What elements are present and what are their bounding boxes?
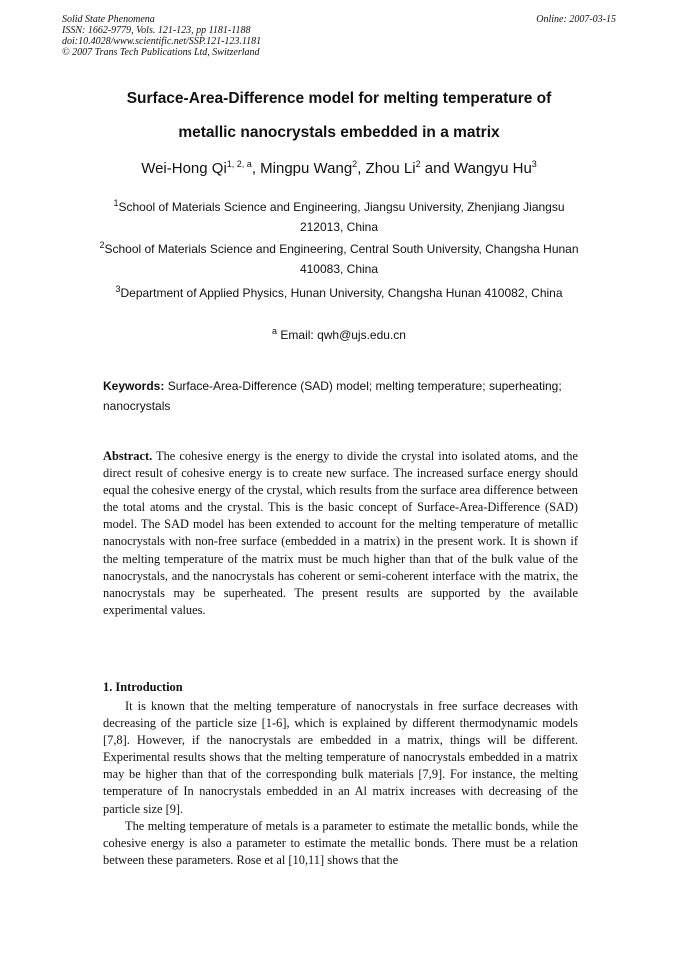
paragraph: It is known that the melting temperature of nanocrystals in free surface decreases with decreasing of the particle size [1-6], which is explained by different thermodynamic models [7,8]. However, if the nanocrystals are embedded in a matrix, things will be different. Experimental results shows that the melting temperature of nanocrystals embedded in a matrix may be higher than that of the corresponding bulk materials [7,9]. For instance, the melting temperature of In nanocrystals embedded in an Al matrix increases with decreasing of the particle size [9]. bbox=[103, 699, 578, 816]
title-line-1: Surface-Area-Difference model for melting temperature of bbox=[126, 90, 552, 107]
keywords-text: Surface-Area-Difference (SAD) model; melting temperature; superheating; nanocrystals bbox=[103, 379, 562, 413]
author: Zhou Li$^2$ and bbox=[365, 159, 454, 177]
paragraph: The melting temperature of metals is a parameter to estimate the metallic bonds, while the cohesive energy is also a parameter to estimate the metallic bonds. There must be a relation between these parameters. Rose et al [10,11] shows that the bbox=[103, 818, 578, 867]
doi-line: doi:10.4028/www.scientific.net/SSP.121-123.1181 bbox=[62, 36, 262, 47]
email-line: $^a$ Email: qwh@ujs.edu.cn bbox=[272, 326, 406, 342]
affiliation-2: $^2$School of Materials Science and Engineering, Central South University, Changsha Hunan 410083, China bbox=[99, 240, 579, 276]
author: Mingpu Wang$^2$, bbox=[260, 159, 366, 177]
issn-line: ISSN: 1662-9779, Vols. 121-123, pp 1181-1188 bbox=[62, 25, 251, 36]
affiliation-1: $^1$School of Materials Science and Engineering, Jiangsu University, Zhenjiang Jiangsu 212013, China bbox=[113, 198, 565, 234]
introduction-body bbox=[103, 698, 578, 869]
keywords bbox=[103, 376, 578, 416]
journal-name: Solid State Phenomena bbox=[62, 14, 155, 25]
journal-header bbox=[62, 14, 261, 58]
online-date: Online: 2007-03-15 bbox=[536, 14, 616, 25]
author-list bbox=[62, 160, 616, 177]
abstract-text: The cohesive energy is the energy to divide the crystal into isolated atoms, and the direct result of cohesive energy is to create new surface. The increased surface energy should equal the cohesive energy of the crystal, which results from the surface area difference between the total atoms and the crystal. This is the basic concept of Surface-Area-Difference (SAD) model. The SAD model has been extended to account for the melting temperature of metallic nanocrystals with non-free surface (embedded in a matrix) in the present work. It is shown if the melting temperature of the matrix must be much higher than that of the bulk value of the nanocrystals, and the nanocrystals has coherent or semi-coherent interface with the matrix, the nanocrystals may be superheated. The present results are supported by the available experimental values. bbox=[103, 449, 578, 617]
keywords-label: Keywords: bbox=[103, 379, 165, 393]
title-line-2: metallic nanocrystals embedded in a matrix bbox=[178, 124, 500, 141]
email-address[interactable]: Email: qwh@ujs.edu.cn bbox=[280, 328, 406, 342]
author: Wangyu Hu$^3$ bbox=[453, 159, 537, 177]
author: Wei-Hong Qi$^{1, 2, a}$, bbox=[141, 159, 261, 177]
abstract bbox=[103, 448, 578, 619]
abstract-label: Abstract. bbox=[103, 449, 153, 463]
copyright-line: © 2007 Trans Tech Publications Ltd, Switzerland bbox=[62, 47, 260, 58]
section-heading-introduction: 1. Introduction bbox=[103, 680, 183, 694]
affiliation-3: $^3$Department of Applied Physics, Hunan University, Changsha Hunan 410082, China bbox=[115, 284, 563, 300]
